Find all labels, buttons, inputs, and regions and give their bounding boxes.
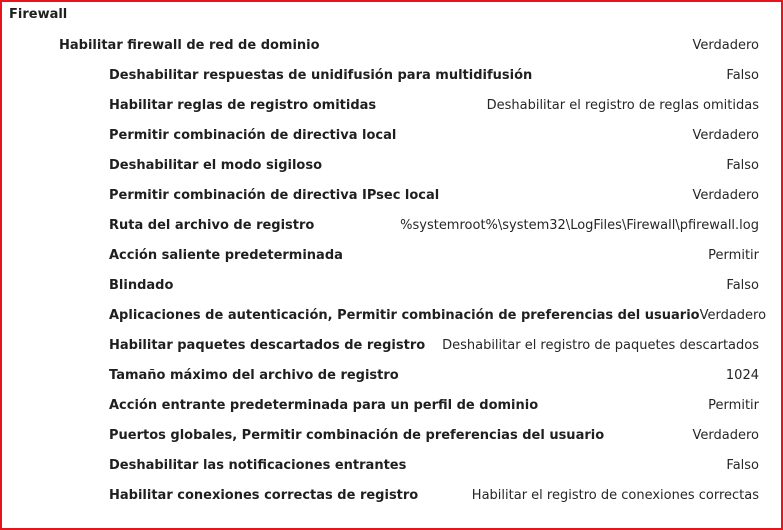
setting-row bbox=[2, 330, 759, 360]
setting-value: Habilitar el registro de conexiones correctas bbox=[471, 487, 759, 503]
setting-value: Falso bbox=[726, 157, 759, 173]
setting-row bbox=[2, 180, 759, 210]
setting-label: Permitir combinación de directiva IPsec local bbox=[109, 187, 440, 203]
setting-row bbox=[2, 240, 759, 270]
setting-value: 1024 bbox=[725, 367, 759, 383]
setting-row bbox=[2, 60, 759, 90]
setting-value: Falso bbox=[726, 457, 759, 473]
section-title: Firewall bbox=[9, 7, 68, 22]
setting-row-domain-firewall bbox=[2, 30, 759, 60]
setting-row bbox=[2, 300, 767, 330]
setting-value: Falso bbox=[726, 277, 759, 293]
setting-label: Deshabilitar las notificaciones entrantes bbox=[109, 457, 407, 473]
setting-label: Blindado bbox=[109, 277, 174, 293]
setting-label: Acción saliente predeterminada bbox=[109, 247, 343, 263]
setting-value: Deshabilitar el registro de paquetes descartados bbox=[442, 337, 759, 353]
setting-value: Verdadero bbox=[692, 37, 759, 53]
setting-label: Puertos globales, Permitir combinación de preferencias del usuario bbox=[109, 427, 605, 443]
setting-row bbox=[2, 90, 759, 120]
setting-label: Ruta del archivo de registro bbox=[109, 217, 315, 233]
setting-row bbox=[2, 360, 759, 390]
setting-row bbox=[2, 120, 759, 150]
setting-value: Permitir bbox=[708, 247, 759, 263]
setting-label: Tamaño máximo del archivo de registro bbox=[109, 367, 399, 383]
setting-label: Habilitar conexiones correctas de registro bbox=[109, 487, 419, 503]
setting-label: Habilitar reglas de registro omitidas bbox=[109, 97, 377, 113]
setting-value: Permitir bbox=[708, 397, 759, 413]
setting-value: Deshabilitar el registro de reglas omitidas bbox=[486, 97, 759, 113]
setting-row bbox=[2, 150, 759, 180]
setting-value: Verdadero bbox=[699, 307, 767, 323]
setting-label: Permitir combinación de directiva local bbox=[109, 127, 397, 143]
setting-row bbox=[2, 390, 759, 420]
setting-label: Acción entrante predeterminada para un perfil de dominio bbox=[109, 397, 539, 413]
setting-value: Verdadero bbox=[692, 187, 759, 203]
setting-row bbox=[2, 270, 759, 300]
setting-value: Falso bbox=[726, 67, 759, 83]
setting-value: %systemroot%\system32\LogFiles\Firewall\pfirewall.log bbox=[400, 217, 759, 233]
setting-label: Habilitar firewall de red de dominio bbox=[59, 37, 320, 53]
setting-row bbox=[2, 480, 759, 510]
setting-label: Habilitar paquetes descartados de registro bbox=[109, 337, 426, 353]
setting-label: Deshabilitar respuestas de unidifusión para multidifusión bbox=[109, 67, 533, 83]
setting-row bbox=[2, 420, 759, 450]
setting-label: Deshabilitar el modo sigiloso bbox=[109, 157, 323, 173]
setting-row bbox=[2, 210, 759, 240]
setting-row bbox=[2, 450, 759, 480]
setting-value: Verdadero bbox=[692, 427, 759, 443]
setting-label: Aplicaciones de autenticación, Permitir combinación de preferencias del usuario bbox=[109, 307, 700, 323]
setting-value: Verdadero bbox=[692, 127, 759, 143]
